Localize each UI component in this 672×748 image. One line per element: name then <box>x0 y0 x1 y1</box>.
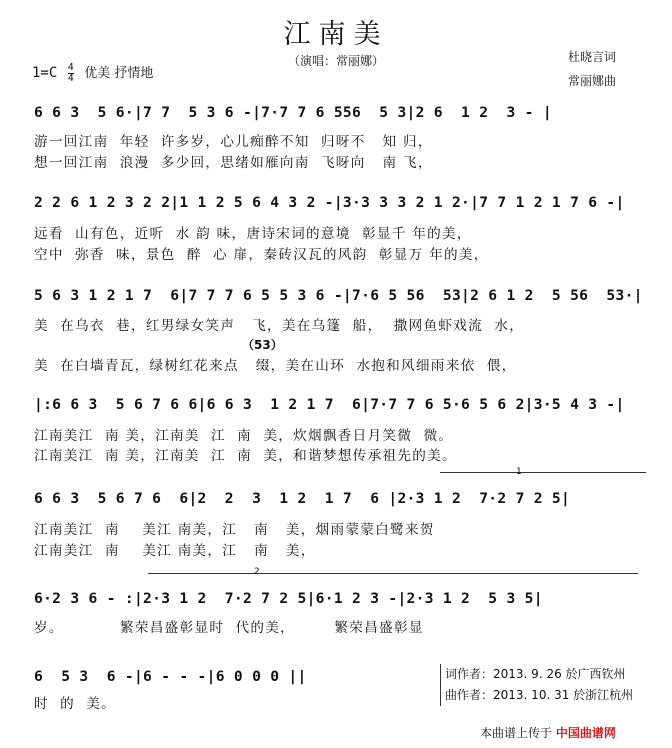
lyricist-credit: 杜晓言词 <box>568 50 617 64</box>
singer-credit: （演唱：常丽娜） <box>288 54 385 68</box>
notation-system-6: 6·2 3 6 - :|2·3 1 2 7·2 7 2 5|6·1 2 3 -|2·3 1 2 5 3 5| <box>34 590 543 607</box>
notation-system-1: 6 6 3 5 6·|7 7 5 3 6 -|7·7 7 6 556 5 3|2 6 1 2 3 - | <box>34 104 552 121</box>
time-signature <box>68 63 74 84</box>
page-title: 江南美 <box>283 19 389 50</box>
lyrics-system-2-verse-2: 空中 弥香 味，景色 醉 心 扉，秦砖汉瓦的风韵 彰显万 年的美， <box>34 247 489 263</box>
lyric-date-value: 2013. 9. 26 於广西钦州 <box>493 667 626 681</box>
music-date-label: 曲作者： <box>445 688 494 702</box>
lyrics-system-1-verse-1: 游一回江南 年轻 许多岁，心儿痴醉不知 归呀不 知 归， <box>34 134 433 150</box>
key-text: 1=C <box>32 65 58 81</box>
lyrics-system-3-verse-2: 美 在白墙青瓦，绿树红花来点 缀，美在山环 水抱和风细雨来依 偎， <box>34 358 517 374</box>
volta-bracket-1 <box>440 472 646 473</box>
footer <box>480 724 616 741</box>
lyrics-system-7-verse-1: 时 的 美。 <box>34 696 117 712</box>
composer-credit: 常丽娜曲 <box>568 74 617 88</box>
time-numerator: 4 <box>67 61 74 73</box>
notation-system-3: 5 6 3 1 2 1 7 6|7 7 7 6 5 5 3 6 -|7·6 5 56 53|2 6 1 2 5 56 53·| <box>34 287 643 304</box>
lyrics-system-5-verse-2: 江南美江 南 美江 南美，江 南 美， <box>34 543 316 559</box>
time-denominator: 4 <box>67 72 74 84</box>
key-signature <box>32 62 153 84</box>
lyrics-system-2-verse-1: 远看 山有色，近听 水 韵 味，唐诗宋词的意境 彰显千 年的美， <box>34 226 472 242</box>
expression-mark: 优美 抒情地 <box>84 66 154 81</box>
alternate-notes-annotation: （53） <box>242 338 283 352</box>
lyric-date-label: 词作者： <box>445 667 494 681</box>
lyrics-system-4-verse-1: 江南美江 南 美，江南美 江 南 美，炊烟飘香日月笑微 微。 <box>34 428 454 444</box>
notation-system-2: 2 2 6 1 2 3 2 2|1 1 2 5 6 4 3 2 -|3·3 3 3 2 1 2·|7 7 1 2 1 7 6 -| <box>34 194 625 211</box>
lyrics-system-4-verse-2: 江南美江 南 美，江南美 江 南 美，和谐梦想传承祖先的美。 <box>34 448 457 464</box>
lyric-date-line <box>445 664 633 685</box>
volta-bracket-2 <box>148 573 638 574</box>
upload-text: 本曲谱上传于 <box>480 726 553 740</box>
notation-system-4: |:6 6 3 5 6 7 6 6|6 6 3 1 2 1 7 6|7·7 7 6 5·6 5 6 2|3·5 4 3 -| <box>34 396 625 413</box>
lyrics-system-5-verse-1: 江南美江 南 美江 南美，江 南 美，烟雨蒙蒙白鹭来贺 <box>34 522 435 538</box>
lyrics-system-1-verse-2: 想一回江南 浪漫 多少回，思绪如雁向南 飞呀向 南 飞， <box>34 155 433 171</box>
notation-system-5: 6 6 3 5 6 7 6 6|2 2 3 1 2 1 7 6 |2·3 1 2 7·2 7 2 5| <box>34 490 571 507</box>
notation-system-7: 6 5 3 6 -|6 - - -|6 0 0 0 || <box>34 668 307 685</box>
site-logo: 中国曲谱网 <box>555 726 616 740</box>
lyrics-system-3-verse-1: 美 在乌衣 巷，红男绿女笑声 飞，美在乌篷 船， 撒网鱼虾戏流 水， <box>34 318 525 334</box>
volta-1-label: 1 <box>516 467 522 477</box>
lyrics-system-6-verse-1: 岁。 繁荣昌盛彰显时 代的美， 繁荣昌盛彰显 <box>34 620 424 636</box>
music-date-value: 2013. 10. 31 於浙江杭州 <box>493 688 634 702</box>
volta-2-label: 2 <box>254 567 260 577</box>
composition-dates <box>440 664 633 706</box>
music-date-line <box>445 685 633 706</box>
